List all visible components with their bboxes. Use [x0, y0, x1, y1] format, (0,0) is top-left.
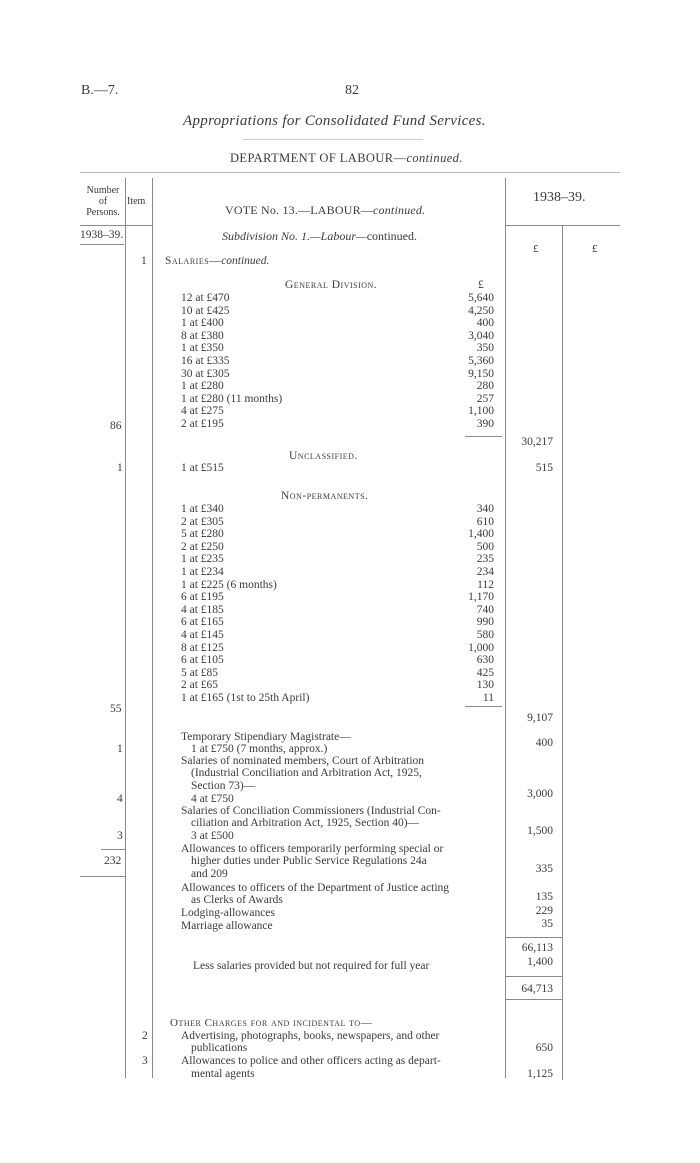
salary-row-label: 1 at £280 (11 months) [181, 392, 283, 405]
salary-row-label: 6 at £195 [181, 591, 224, 604]
magistrate-amount: 400 [535, 737, 553, 749]
salary-row-label: 2 at £305 [181, 515, 224, 528]
salary-row-amount: 1,000 [468, 641, 494, 654]
year-header-rule [505, 225, 620, 226]
vote-heading [225, 203, 425, 218]
conciliation-line-1: Salaries of Conciliation Commissioners (Industrial Con- [181, 805, 441, 817]
persons-year-rule [80, 244, 124, 245]
salary-row-amount: 5,640 [468, 292, 494, 304]
net-total-rule-bottom [505, 999, 562, 1000]
persons-header-rule [80, 225, 152, 226]
justice-line-2: as Clerks of Awards [191, 894, 283, 906]
salaries-heading [165, 255, 269, 268]
salary-row-amount: 425 [476, 666, 494, 679]
salary-row-amount: 400 [476, 317, 494, 330]
salaries-continued: continued. [221, 255, 270, 267]
pound-symbol-column-2: £ [592, 243, 598, 255]
salary-row-label: 30 at £305 [181, 367, 230, 380]
general-division-sum-rule [465, 436, 502, 437]
salary-row-label: 2 at £65 [181, 679, 219, 692]
unclassified-total: 515 [535, 462, 553, 474]
non-permanents-sum-rule [465, 706, 502, 707]
salary-row-label: 8 at £125 [181, 641, 224, 654]
general-division-heading: General Division. [285, 279, 378, 291]
salaries-label: Salaries— [165, 255, 222, 267]
salary-row-label: 1 at £234 [181, 566, 224, 578]
salary-row-label: 8 at £380 [181, 329, 224, 342]
subdivision-title: Subdivision No. 1.—Labour— [222, 229, 367, 243]
salary-row-label: 5 at £85 [181, 666, 219, 679]
salary-row-label: 10 at £425 [181, 304, 230, 317]
salary-row-amount: 630 [476, 654, 494, 667]
special-duties-line-1: Allowances to officers temporarily performing special or [181, 843, 444, 855]
salary-row-amount: 1,100 [468, 405, 494, 418]
magistrate-persons: 1 [117, 743, 123, 755]
table-top-rule [80, 172, 620, 173]
salary-row-label: 1 at £280 [181, 380, 224, 393]
department-heading [230, 151, 463, 166]
salary-row-amount: 610 [476, 515, 494, 528]
marriage-amount: 35 [541, 918, 553, 930]
salary-row-amount: 280 [476, 380, 494, 393]
salary-row-amount: 4,250 [468, 304, 494, 317]
persons-year-label: 1938–39. [80, 229, 124, 241]
justice-amount: 135 [535, 891, 553, 903]
salaries-item-number: 1 [141, 255, 147, 267]
non-permanents-total: 9,107 [527, 712, 553, 724]
salary-row-label: 4 at £145 [181, 629, 224, 641]
col-divider-persons [125, 178, 126, 1078]
salary-row-label: 2 at £250 [181, 540, 224, 553]
salary-row-amount: 390 [476, 418, 494, 430]
salary-row-amount: 1,400 [468, 528, 494, 541]
col-divider-pounds [562, 225, 563, 1080]
title-rule [243, 139, 423, 140]
salary-row-amount: 340 [476, 503, 494, 515]
salary-row-amount: 257 [476, 392, 494, 405]
general-division-pound: £ [478, 279, 484, 291]
special-duties-amount: 335 [535, 863, 553, 875]
marriage-label: Marriage allowance [181, 920, 273, 932]
salary-row-label: 1 at £165 (1st to 25th April) [181, 692, 310, 704]
salary-row-amount: 500 [476, 540, 494, 553]
pound-symbol-column-1: £ [533, 243, 539, 255]
col-header-number: Number [86, 185, 120, 196]
salary-row-amount: 350 [476, 342, 494, 355]
vote-title: VOTE No. 13.—LABOUR— [225, 203, 373, 217]
special-duties-line-2: higher duties under Public Service Regulations 24a [191, 855, 427, 867]
conciliation-line-2: ciliation and Arbitration Act, 1925, Section 40)— [191, 817, 420, 829]
salary-row-amount: 112 [477, 578, 494, 591]
salary-row-label: 1 at £235 [181, 553, 224, 566]
salary-row-amount: 580 [476, 629, 494, 641]
non-permanents-heading: Non-permanents. [281, 490, 369, 502]
subdivision-heading [222, 229, 417, 244]
salary-row-label: 4 at £185 [181, 603, 224, 616]
salary-row-amount: 1,170 [468, 591, 494, 604]
col-header-item: Item [127, 196, 146, 207]
police-line-2: mental agents [191, 1068, 255, 1080]
lodging-label: Lodging-allowances [181, 907, 275, 919]
court-line-3: Section 73)— [191, 780, 256, 792]
police-item-number: 3 [142, 1055, 148, 1067]
court-persons: 4 [117, 793, 123, 805]
subdivision-continued: continued. [366, 229, 418, 243]
advertising-amount: 650 [535, 1042, 553, 1054]
document-reference: B.—7. [81, 83, 119, 98]
salaries-subtotal: 66,113 [521, 942, 553, 954]
salary-row-label: 1 at £350 [181, 342, 224, 355]
col-header-of: of [98, 196, 108, 207]
salary-row-label: 4 at £275 [181, 405, 224, 418]
justice-line-1: Allowances to officers of the Department of Justice acting [181, 882, 450, 894]
court-line-4: 4 at £750 [191, 793, 234, 805]
other-charges-heading: Other Charges for and incidental to— [170, 1017, 373, 1029]
court-line-2: (Industrial Conciliation and Arbitration Act, 1925, [191, 767, 422, 779]
magistrate-line-2: 1 at £750 (7 months, approx.) [191, 743, 328, 755]
special-duties-line-3: and 209 [191, 868, 228, 880]
police-amount: 1,125 [527, 1068, 553, 1080]
vote-continued: continued. [373, 203, 426, 217]
salaries-net-total: 64,713 [521, 983, 553, 995]
police-line-1: Allowances to police and other officers acting as depart- [181, 1055, 441, 1067]
salary-row-amount: 5,360 [468, 355, 494, 367]
salary-row-amount: 235 [476, 553, 494, 566]
salary-row-label: 6 at £165 [181, 616, 224, 629]
salary-row-label: 5 at £280 [181, 528, 224, 541]
unclassified-persons: 1 [117, 462, 123, 474]
advertising-item-number: 2 [142, 1030, 148, 1042]
salary-row-amount: 9,150 [468, 367, 494, 380]
conciliation-amount: 1,500 [527, 825, 553, 837]
lodging-amount: 229 [535, 905, 553, 917]
col-divider-item [152, 178, 153, 1078]
non-permanents-persons: 55 [110, 703, 122, 715]
conciliation-persons: 3 [117, 830, 123, 842]
general-division-persons: 86 [110, 420, 122, 432]
general-division-total: 30,217 [521, 436, 553, 448]
col-header-number-of-persons [81, 185, 125, 218]
net-total-rule-top [505, 976, 562, 977]
salary-row-amount: 11 [482, 692, 494, 704]
subtotal-rule [505, 937, 562, 938]
persons-total-under-rule [80, 876, 125, 877]
salary-row-amount: 990 [476, 616, 494, 629]
salary-row-amount: 740 [476, 603, 494, 616]
salary-row-amount: 3,040 [468, 329, 494, 342]
salary-row-label: 1 at £400 [181, 317, 224, 330]
salary-row-label: 1 at £340 [181, 503, 224, 515]
salary-row-label: 6 at £105 [181, 654, 224, 667]
salary-row-label: 2 at £195 [181, 418, 224, 430]
unclassified-heading: Unclassified. [289, 450, 358, 462]
magistrate-line-1: Temporary Stipendiary Magistrate— [181, 731, 351, 743]
persons-total: 232 [104, 855, 122, 867]
salary-row-amount: 234 [476, 566, 494, 578]
page-number: 82 [345, 83, 359, 98]
less-salaries-label: Less salaries provided but not required for full year [193, 960, 430, 972]
unclassified-label: 1 at £515 [181, 462, 224, 474]
advertising-line-2: publications [191, 1042, 248, 1054]
department-continued: continued. [406, 151, 463, 165]
department-name: DEPARTMENT OF LABOUR— [230, 151, 407, 165]
persons-total-rule [101, 849, 125, 850]
advertising-line-1: Advertising, photographs, books, newspapers, and other [181, 1030, 440, 1042]
page-title: Appropriations for Consolidated Fund Services. [183, 113, 486, 129]
court-amount: 3,000 [527, 788, 553, 800]
salary-row-label: 12 at £470 [181, 292, 230, 304]
court-line-1: Salaries of nominated members, Court of Arbitration [181, 755, 425, 767]
col-header-persons: Persons. [86, 207, 120, 218]
salary-row-label: 16 at £335 [181, 355, 230, 367]
col-divider-amount [505, 178, 506, 1078]
salary-row-amount: 130 [476, 679, 494, 692]
conciliation-line-3: 3 at £500 [191, 830, 234, 842]
less-salaries-amount: 1,400 [527, 956, 553, 968]
salary-row-label: 1 at £225 (6 months) [181, 578, 277, 591]
col-header-year: 1938–39. [533, 190, 586, 205]
